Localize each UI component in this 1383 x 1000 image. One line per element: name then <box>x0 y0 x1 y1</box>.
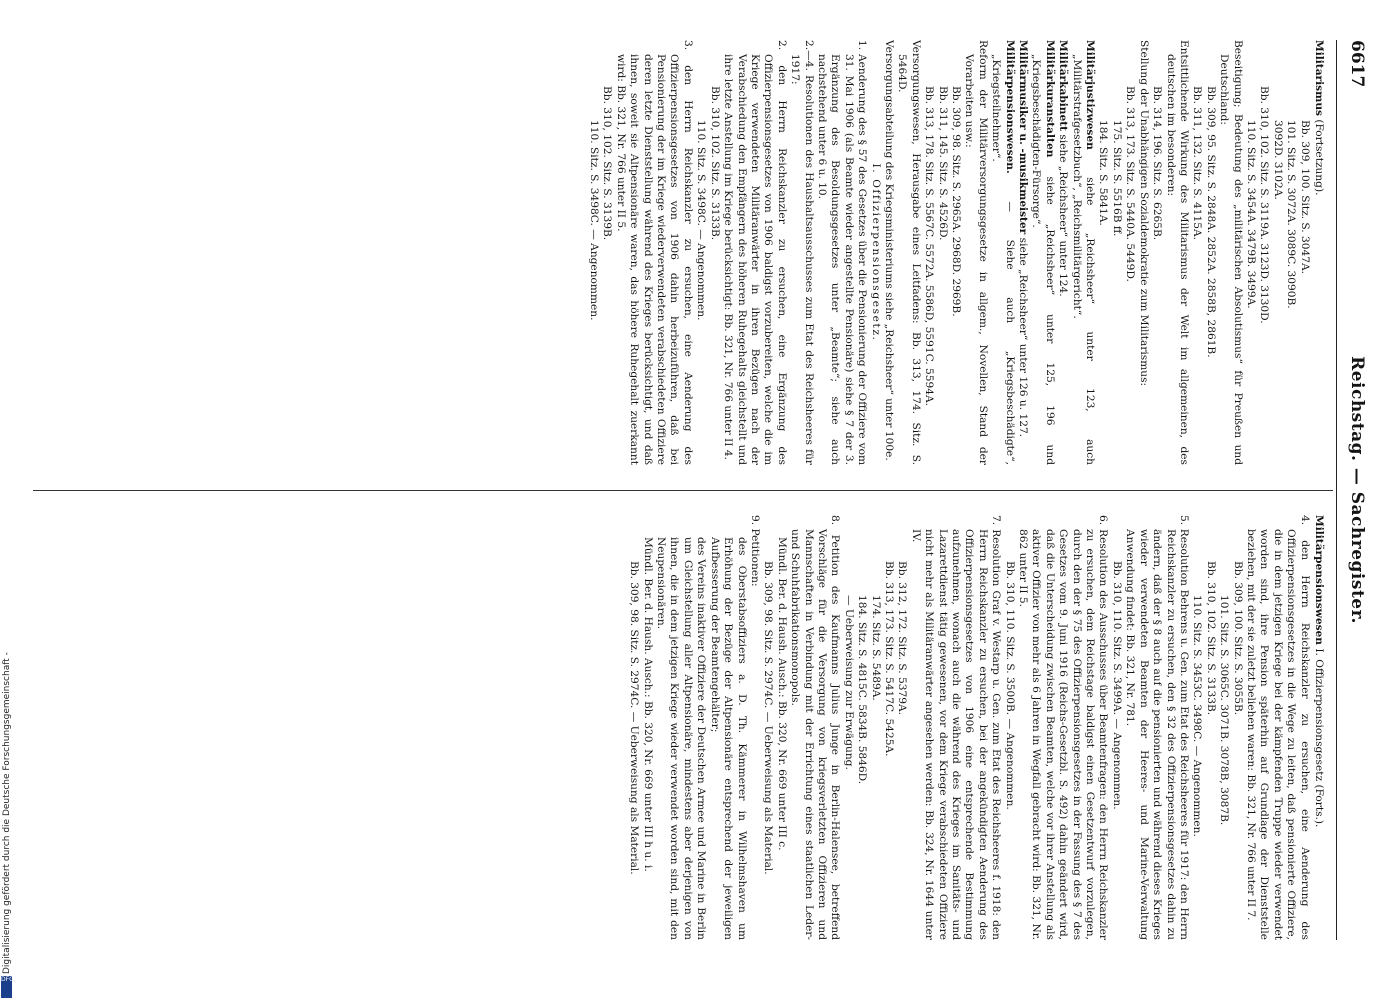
running-title: Reichstag. — Sachregister. <box>1347 356 1367 624</box>
entry-text: — Ueberweisung zur Erwägung. <box>842 595 855 770</box>
entry-text: 101. Sitz. S. 3072A. 3089C. 3090B. <box>1285 120 1298 309</box>
entry-text: Mündl. Ber. d. Haush. Ausch.: Bb. 320, Nr. 669 unter III c. <box>775 537 788 851</box>
register-entry <box>882 40 895 465</box>
register-entry <box>613 40 693 465</box>
register-entry <box>1150 40 1163 465</box>
entry-text: Bb. 313, 173. Sitz. S. 5440A. 5449D. <box>1124 86 1137 282</box>
entry-text: 110. Sitz. S. 3453C. 3498C. — Angenommen. <box>1191 595 1204 837</box>
footer-credit: Digitalisierung gefördert durch die Deutsche Forschungsgemeinschaft - <box>2 652 12 974</box>
register-entry <box>707 515 747 940</box>
entry-text: Entsittlichende Wirkung des Militarismus der Welt im allgemeinen, des deutschen im besonderen: <box>1164 40 1190 465</box>
entry-text: Bb. 312, 172. Sitz. S. 5379A. <box>896 561 909 716</box>
register-entry <box>949 40 962 465</box>
register-entry <box>1284 40 1297 465</box>
register-entry <box>868 40 881 465</box>
entry-text: 8. Petition des Kaufmanns Julius Junge in Berlin-Halensee, betreffend Vorschläge für die Versorgung von kriegsverletzten Offizieren und Mannschaften in Verbindung mit der Errichtung eines staatlichen Leder- und Schuhfabrikationsmonopols. <box>789 515 842 940</box>
entry-text: Versorgungswesen, Herausgabe eines Leitfadens: Bb. 313, 174. Sitz. S. 5464D. <box>896 40 922 465</box>
left-column <box>35 40 1325 465</box>
entry-text: Reform der Militärversorgungsgesetze in allgem., Novellen, Stand der Vorarbeiten usw.: <box>963 40 989 465</box>
entry-text: — Siehe auch „Kriegsbeschädigte“, „Kriegsteilnehmer“. <box>990 54 1016 465</box>
entry-keyword: Militärjustizwesen <box>1084 40 1097 150</box>
entry-text: des Vereins inaktiver Offiziere der Deutschen Armee und Marine in Berlin um Gleichstellung aller Altpensionäre, mindestens aber derjenigen von ihnen, die in dem jetzigen Kriege wieder verwendet worden sind, mit den Neupensionären. <box>655 537 708 940</box>
entry-text: 110. Sitz. S. 3454A. 3479B. 3499A. <box>1244 120 1257 309</box>
entry-text: 4. den Herrn Reichskanzler zu ersuchen, eine Aenderung des Offizierpensionsgesetzes in die Wege zu leiten, daß pensionierte Offiziere, die in dem jetzigen Kriege bei der kämpfenden Truppe wieder verwendet worden sind, ihre Pension späterhin auf Grundlage der Dienststelle beziehen, mit der sie zuletzt beliehen waren: Bb. 321, Nr. 766 unter II 7. <box>1244 515 1311 940</box>
entry-keyword: Militärkuranstalten <box>1043 40 1056 158</box>
entry-text: 3. den Herrn Reichskanzler zu ersuchen, eine Aenderung des Offizierpensionsgesetzes von 1906 dahin herbeizuführen, daß bei Pensionierung der im Kriege wiederverwendeten verabschiedeten Offiziere deren letzte Dienststellung während des Krieges berücksichtigt, und daß ihnen, soweit sie Altpensionäre waren, das höhere Ruhegehalt zuerkannt wird: Bb. 321, Nr. 766 unter II 5. <box>614 40 694 465</box>
entry-text: 9. Petitionen: <box>748 515 761 587</box>
entry-text: Stellung der Unabhängigen Sozialdemokratie zum Militarismus: <box>1137 40 1150 387</box>
right-column <box>35 515 1325 940</box>
entry-text: Bb. 310, 110. Sitz. S. 3500B. — Angenommen. <box>1003 561 1016 810</box>
register-entry <box>788 515 842 940</box>
entry-text: 1. Aenderung des § 57 des Gesetzes über die Pensionierung der Offiziere vom 31. Mai 1906 (als Beamte wieder angestellte Pensionäre) siehe § 7 der 3. Ergänzung des Besoldungsgesetzes unter „Beamte“; siehe auch nachstehend unter 6 u. 10. <box>815 40 869 465</box>
register-entry <box>1190 515 1203 940</box>
register-entry <box>1123 40 1136 465</box>
register-entry <box>922 40 935 465</box>
register-entry <box>882 515 895 940</box>
entry-text: Bb. 309, 98. Sitz. S. 2965A. 2968D. 2969B. <box>950 86 963 317</box>
entry-text: Bb. 310, 110. Sitz. S. 3499A. — Angenommen. <box>1110 561 1123 810</box>
entry-text: 3092D. 3102A. <box>1271 120 1284 200</box>
entry-text: 184. Sitz. S. 4815C. 5834B. 5846D. <box>856 595 869 785</box>
register-entry <box>694 40 707 465</box>
register-entry <box>1217 515 1230 940</box>
entry-text: Bb. 310, 102. Sitz. S. 3133B. <box>1204 561 1217 716</box>
register-entry <box>1203 515 1216 940</box>
entry-text: siehe „Reichsheer“ unter 125, 196 und „Kriegsbeschädigten-Fürsorge“. <box>1030 54 1056 465</box>
entry-keyword: Militärpensionswesen <box>1313 515 1325 645</box>
register-entry <box>707 40 720 465</box>
entry-keyword: Militarismus <box>1313 40 1325 117</box>
register-entry <box>1016 515 1110 940</box>
register-entry <box>1056 40 1069 465</box>
register-entry <box>1123 515 1190 940</box>
entry-text: Bb. 309, 100. Sitz. S. 3055B. <box>1231 561 1244 716</box>
register-entry <box>774 515 787 940</box>
entry-text: I. Offizierpensionsgesetz (Forts.). <box>1313 644 1325 828</box>
register-entry <box>935 40 948 465</box>
entry-text: Bb. 314, 196. Sitz. S. 6265B. <box>1151 86 1164 241</box>
register-entry <box>1029 40 1056 465</box>
register-entry <box>895 40 922 465</box>
register-entry <box>1297 40 1310 465</box>
register-entry <box>1110 40 1123 465</box>
register-entry <box>1244 515 1311 940</box>
register-entry <box>1257 40 1270 465</box>
header-rule <box>1336 40 1337 940</box>
column-divider <box>33 490 1333 491</box>
register-entry <box>841 515 854 940</box>
entry-text: I. Offizierpensionsgesetz. <box>869 163 882 342</box>
entry-text: 2.—4. Resolutionen des Haushaltsausschusses zum Etat des Reichsheeres für 1917: <box>789 40 815 465</box>
entry-text: Bb. 311, 132. Sitz. S. 4115A. <box>1191 86 1204 241</box>
register-entry <box>1270 40 1283 465</box>
entry-text: Bb. 313, 173. Sitz. S. 5417C. 5425A. <box>883 561 895 757</box>
register-entry <box>748 515 761 940</box>
register-entry <box>1163 40 1190 465</box>
register-entry <box>587 40 600 465</box>
entry-text: siehe „Reichsheer“ unter 123, auch „Militärstrafgesetzbuch“, „Reichsmilitärgericht“. <box>1070 54 1097 465</box>
entry-text: 184. Sitz. S. 5841A. <box>1097 120 1110 226</box>
register-entry <box>600 40 613 465</box>
entry-keyword: Militärkabinett <box>1057 40 1070 132</box>
register-entry <box>640 515 653 940</box>
register-entry <box>788 40 815 465</box>
entry-text: Versorgungsabteilung des Kriegsministeriums siehe „Reichsheer“ unter 100e. <box>883 40 895 461</box>
entry-text: Mündl. Ber. d. Haush. Ausch.: Bb. 320, Nr. 669 unter III h u. i. <box>641 537 654 872</box>
dfg-logo: DFG <box>1 976 12 998</box>
register-entry <box>1312 515 1325 940</box>
entry-text: 110. Sitz. S. 3498C. — Angenommen. <box>588 120 601 321</box>
entry-text: 7. Resolution Graf v. Westarp u. Gen. zum Etat des Reichsheeres f. 1918: den Herrn Reichskanzler zu ersuchen, bei der angekündigten Aenderung des Offizierpensionsgesetzes von 1906 eine entsprechende Bestimmung aufzunehmen, wonach auch die während des Krieges im Sanitäts- und Lazarettdienst tätig gewesenen, vor dem Kriege verabschiedeten Offiziere nicht mehr als Militäranwärter angesehen werden: Bb. 324, Nr. 1644 unter IV. <box>909 515 1003 940</box>
register-entry <box>815 40 869 465</box>
register-entry <box>721 40 788 465</box>
entry-text: Beseitigung; Bedeutung des „militärischen Absolutismus“ für Preußen und Deutschland: <box>1218 40 1244 465</box>
page-number: 6617 <box>1347 40 1367 88</box>
register-entry <box>1203 40 1216 465</box>
register-entry <box>1016 40 1029 465</box>
entry-text: Bb. 309, 100. Sitz. S. 3047A. <box>1298 120 1311 275</box>
register-entry <box>654 515 708 940</box>
register-entry <box>895 515 908 940</box>
entry-text: 5. Resolution Behrens u. Gen. zum Etat des Reichsheeres für 1917: den Herrn Reichskanzler zu ersuchen, den § 32 des Offizierpensionsgesetzes dahin zu ändern, daß der § 8 auch auf die pensionierten und während dieses Krieges wieder verwendeten Beamten der Heeres- und Marine-Verwaltung Anwendung findet: Bb. 321, Nr. 781. <box>1124 515 1190 940</box>
register-entry <box>1190 40 1203 465</box>
entry-text: Bb. 310, 102. Sitz. S. 3133B. <box>708 86 721 241</box>
register-entry <box>1312 40 1325 465</box>
entry-text: 6. Resolution des Ausschusses über Beamtenfragen: den Herrn Reichskanzler zu ersuchen, dem Reichstage baldigst einen Gesetzentwurf vorzulegen, durch den der § 75 des Offizierpensionsgesetzes in der Fassung des § 7 des Gesetzes vom 9. Juni 1916 (Reichs-Gesetzbl. S. 492) dahin geändert wird, daß die Unterscheidung zwischen Beamten, welche vor ihrer Anstellung als aktiver Offizier von mehr als 6 Jahren in Wegfall gebracht wird: Bb. 321, Nr. 862 unter II 5. <box>1017 515 1110 940</box>
register-entry <box>962 40 989 465</box>
entry-text: 174. Sitz. S. 5489A. <box>869 595 882 701</box>
register-entry <box>1002 515 1015 940</box>
page-header <box>1337 40 1371 940</box>
register-entry <box>1244 40 1257 465</box>
register-entry <box>855 515 868 940</box>
entry-text: Bb. 311, 145. Sitz. S. 4526D. <box>936 86 949 241</box>
entry-text: 2. den Herrn Reichskanzler zu ersuchen, eine Ergänzung des Offizierpensionsgesetzes von 1906 baldigst vorzubereiten, welche die im Kriege verwendeten Militäranwärter in ihren Bezügen nach der Verabschiedung den Empfängern des höheren Ruhegehalts gleichstellt und ihre letzte Anstellung im Kriege berücksichtigt: Bb. 321, Nr. 766 unter II 4. <box>722 40 788 465</box>
entry-text: (Fortsetzung). <box>1313 116 1325 196</box>
entry-text: Bb. 310, 102. Sitz. S. 3119A. 3123D. 3130D. <box>1258 86 1271 324</box>
entry-keyword: Militärmusiker u. -musikmeister <box>1017 40 1030 235</box>
register-entry <box>989 40 1016 465</box>
entry-text: 101. Sitz. S. 3065C. 3071B. 3078B, 3087B. <box>1218 595 1231 826</box>
entry-text: Bb. 309, 98. Sitz. S. 2974C. — Ueberweisung als Material. <box>628 561 641 875</box>
digitization-footer <box>0 0 12 1000</box>
register-entry <box>908 515 1002 940</box>
register-entry <box>1230 515 1243 940</box>
register-entry <box>1096 40 1109 465</box>
entry-text: Bb. 309, 98. Sitz. S. 2974C. — Ueberweisung als Material. <box>762 561 775 875</box>
entry-text: 110. Sitz. S. 3498C. — Angenommen. <box>695 120 708 321</box>
entry-keyword: Militärpensionswesen. <box>1003 40 1016 174</box>
register-entry <box>1217 40 1244 465</box>
register-entry <box>1136 40 1149 465</box>
register-entry <box>761 515 774 940</box>
entry-text: siehe „Reichsheer“ unter 124. <box>1057 131 1070 297</box>
register-entry <box>1069 40 1096 465</box>
entry-text: 175. Sitz. S. 5516B ff. <box>1110 120 1123 237</box>
entry-text: Bb. 313, 178. Sitz. S. 5567C. 5572A. 5586D, 5591C. 5594A. <box>923 86 936 407</box>
register-entry <box>627 515 640 940</box>
entry-text: des Oberstabsoffiziers a. D. Th. Kämmerer in Wilhelmshaven um Erhöhung der Bezüge der Altpensionäre entsprechend der jeweiligen Aufbesserung der Beamtengehälter; <box>708 537 748 940</box>
register-entry <box>1110 515 1123 940</box>
register-entry <box>868 515 881 940</box>
entry-text: siehe „Reichsheer“ unter 126 u. 127. <box>1017 234 1030 438</box>
entry-text: Bb. 310, 102. Sitz. S. 3139B. <box>601 86 614 241</box>
entry-text: Bb. 309, 95. Sitz. S. 2848A. 2852A. 2858B, 2861B. <box>1204 86 1217 358</box>
